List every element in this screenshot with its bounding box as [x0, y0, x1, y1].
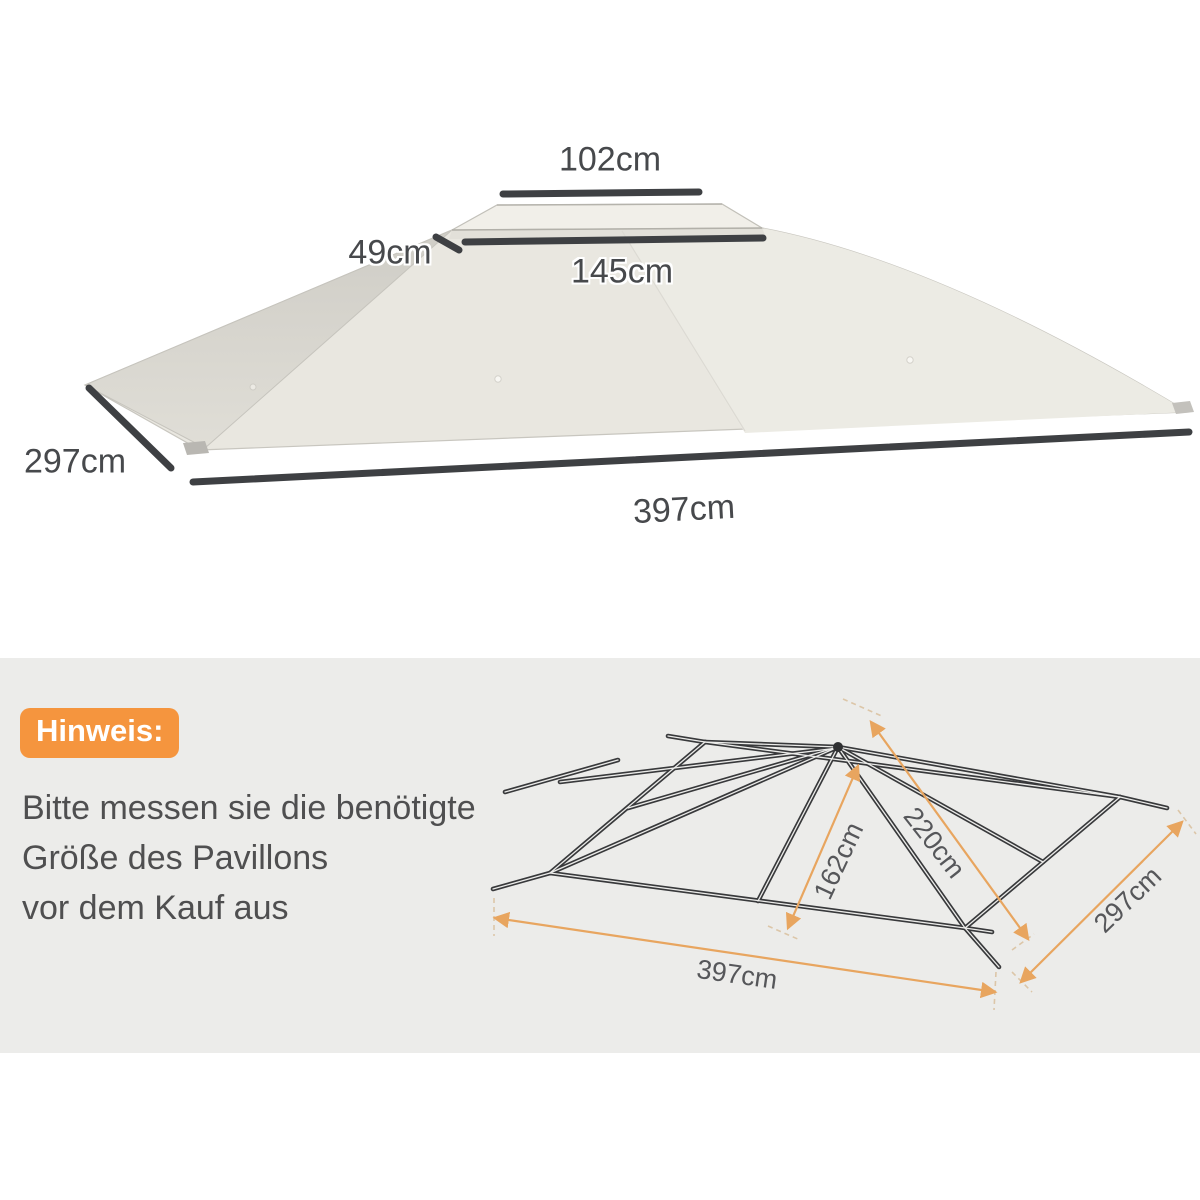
dimension-bar-145 — [465, 238, 763, 242]
note-text — [22, 783, 476, 933]
dim-label-width: 397cm — [632, 487, 736, 532]
dim-label-vent-width: 145cm — [570, 252, 674, 291]
dim-label-vent-height: 49cm — [348, 233, 432, 272]
dimension-line-297 — [1021, 822, 1182, 982]
canopy-foot-right — [1172, 401, 1194, 414]
canopy-eyelet — [907, 357, 913, 363]
canopy-eyelet — [250, 384, 256, 390]
vent-top-edge — [497, 204, 722, 205]
dim-label-depth: 297cm — [23, 442, 127, 481]
frame-hub — [833, 742, 843, 752]
canopy-vent-panel — [452, 204, 762, 230]
canopy-foot-left — [183, 441, 209, 455]
note-text-line1: Bitte messen sie die benötigte — [22, 789, 476, 827]
canopy-eyelet — [495, 376, 501, 382]
hinweis-badge: Hinweis: — [20, 708, 179, 758]
note-text-line3: vor dem Kauf aus — [22, 889, 289, 927]
dimension-bar-102 — [503, 192, 699, 194]
frame-label-outer-rafter: 220cm — [897, 801, 972, 884]
dim-label-top-ridge: 102cm — [558, 140, 662, 179]
note-text-line2: Größe des Pavillons — [22, 839, 329, 877]
frame-label-depth: 297cm — [1088, 860, 1168, 939]
frame-label-width: 397cm — [694, 954, 780, 995]
frame-label-inner-rafter: 162cm — [807, 817, 870, 904]
